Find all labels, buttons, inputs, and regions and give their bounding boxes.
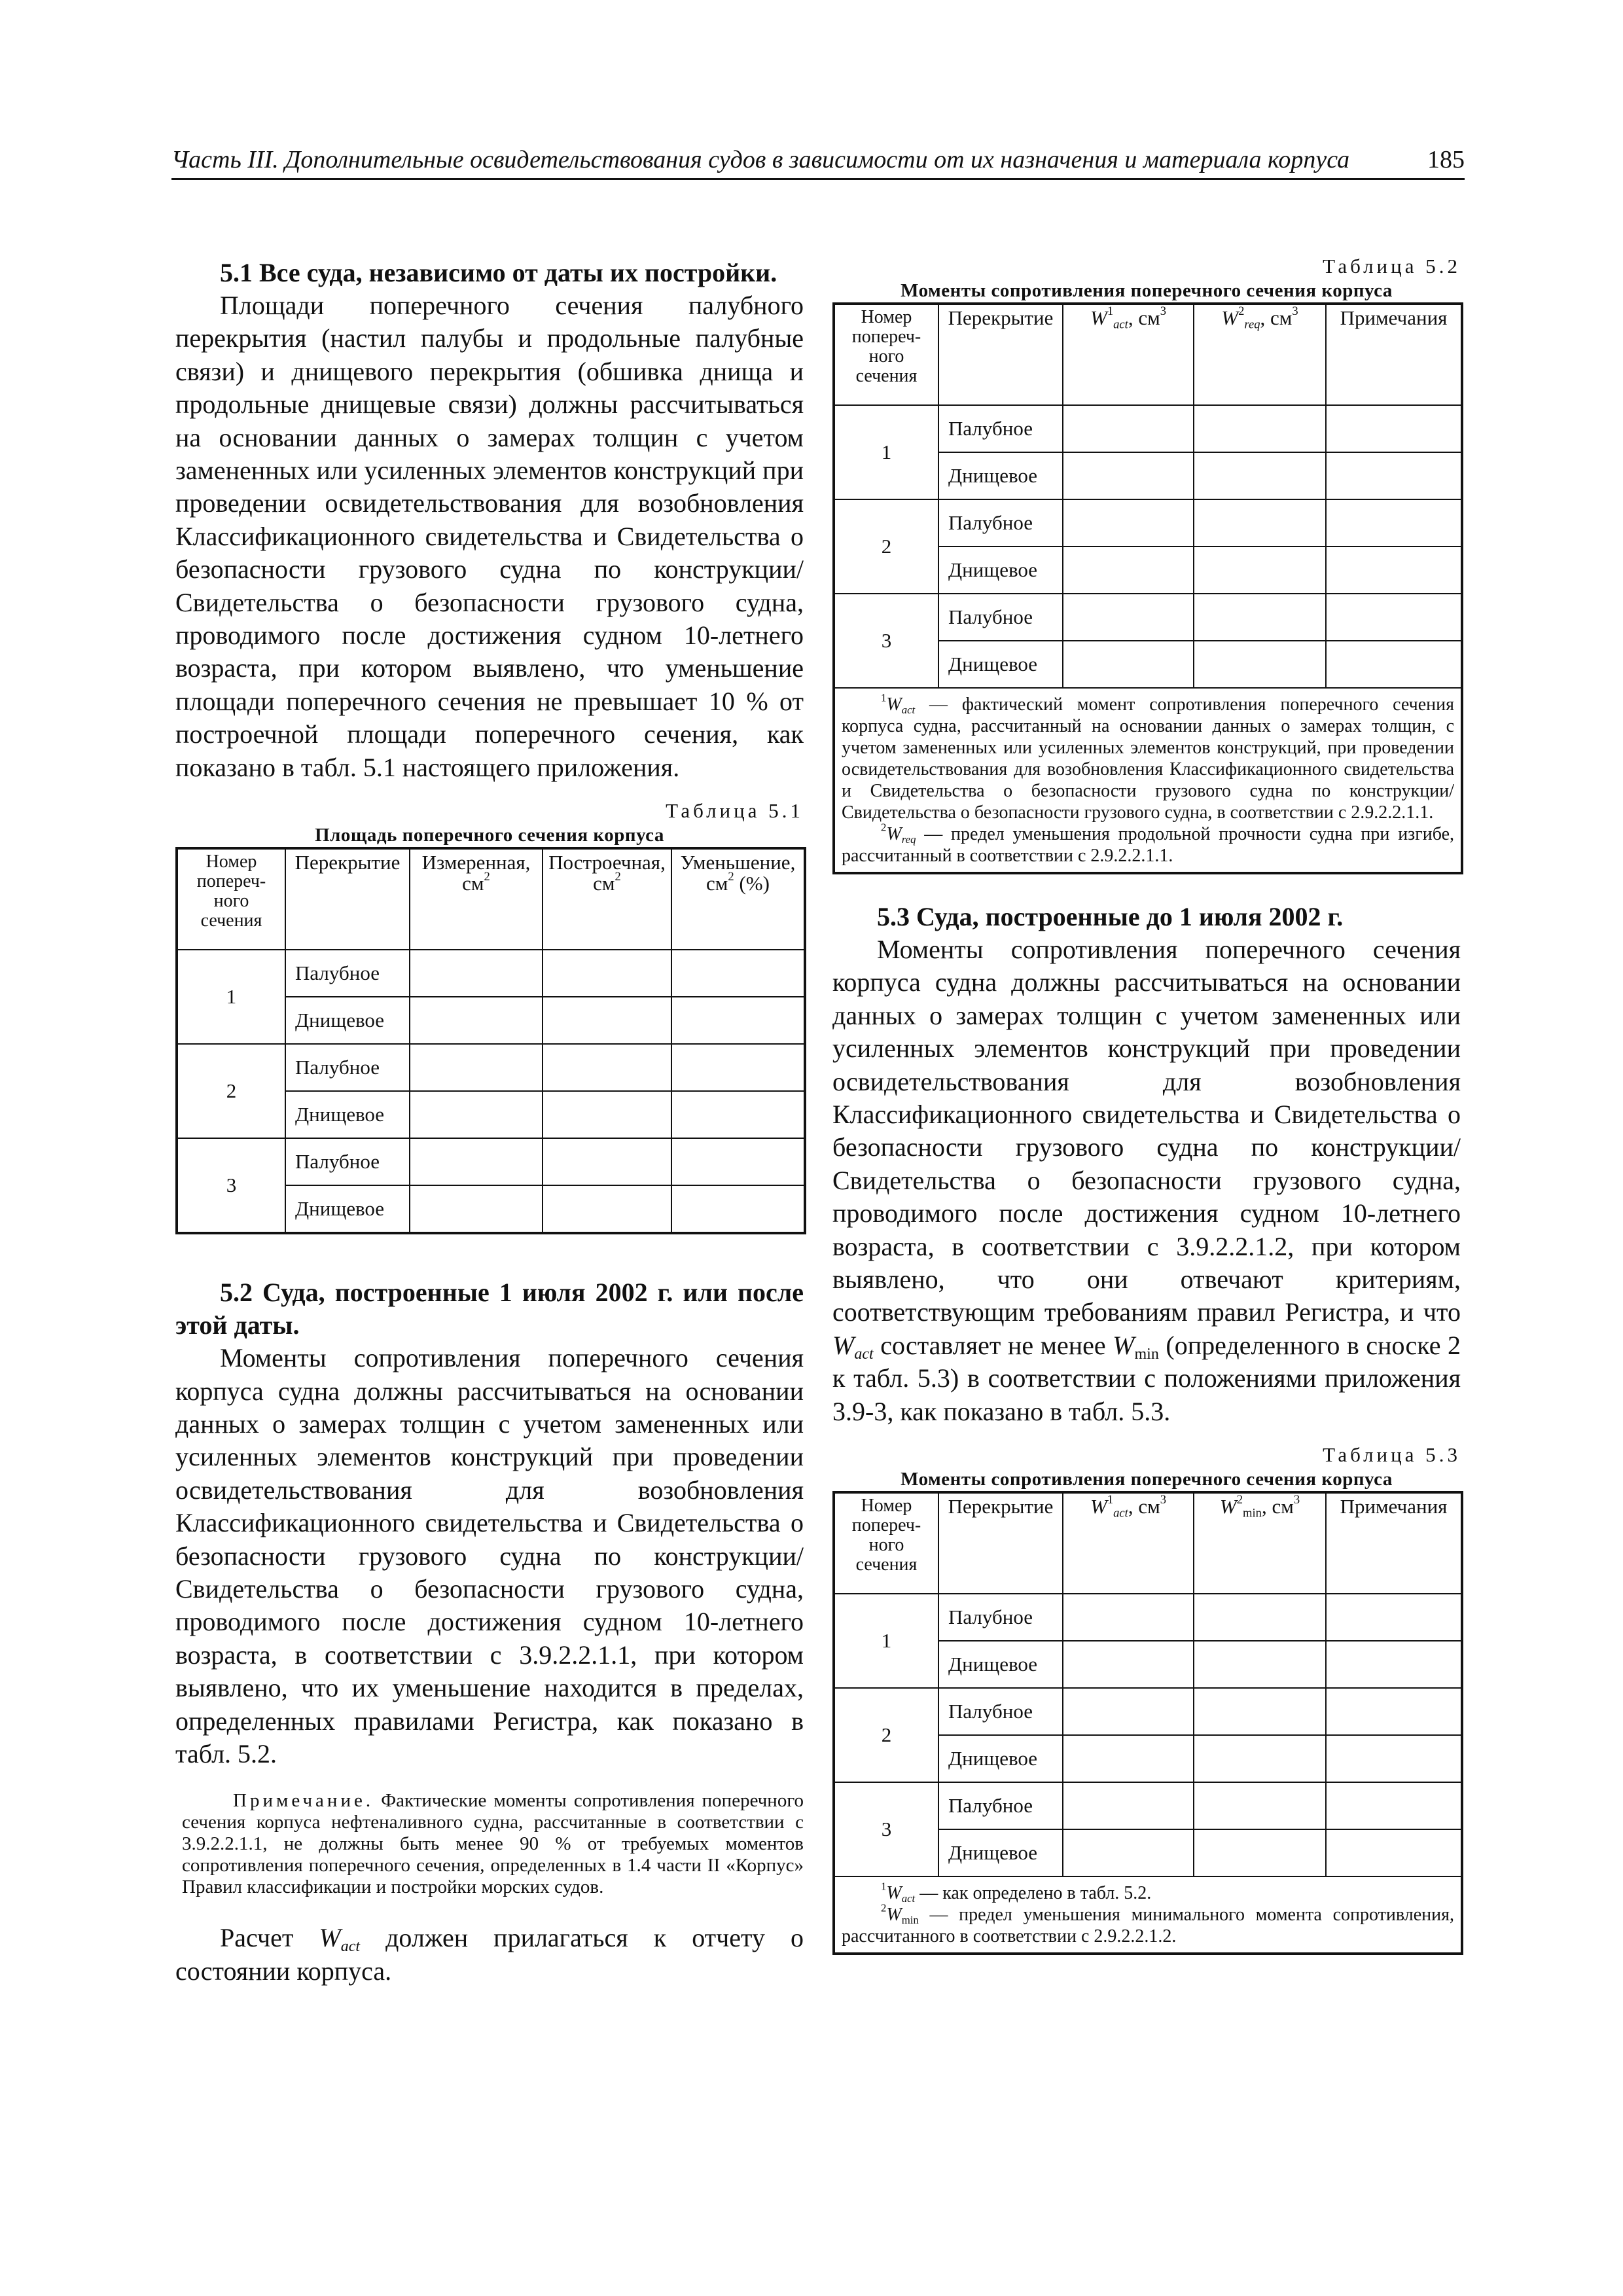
header-remarks: Примечания bbox=[1326, 304, 1462, 405]
deck-label: Палубное bbox=[938, 1688, 1063, 1735]
empty-cell bbox=[410, 1138, 543, 1185]
empty-cell bbox=[1063, 1782, 1194, 1829]
running-header bbox=[171, 145, 1465, 180]
empty-cell bbox=[1063, 499, 1194, 547]
table-row bbox=[834, 1594, 1462, 1641]
empty-cell bbox=[671, 1138, 805, 1185]
footnote-1: $^1W_{act}$ — как определено в табл. 5.2. bbox=[881, 1880, 1152, 1905]
deck-label: Палубное bbox=[938, 405, 1063, 452]
table-5-1 bbox=[175, 847, 806, 1234]
header-as-built: Построечная, $см^2$ bbox=[543, 848, 671, 950]
table-row bbox=[834, 594, 1462, 641]
table-5-3 bbox=[832, 1491, 1463, 1955]
empty-cell bbox=[1194, 1688, 1326, 1735]
empty-cell bbox=[1326, 1594, 1462, 1641]
section-number: 2 bbox=[834, 1688, 938, 1782]
empty-cell bbox=[1194, 594, 1326, 641]
empty-cell bbox=[410, 997, 543, 1044]
empty-cell bbox=[410, 1044, 543, 1091]
table-5-3-title: Моменты сопротивления поперечного сечения корпуса bbox=[901, 1469, 1393, 1490]
bottom-label: Днищевое bbox=[938, 1641, 1063, 1688]
empty-cell bbox=[1063, 1829, 1194, 1876]
section-number: 2 bbox=[177, 1044, 285, 1138]
empty-cell bbox=[1194, 1735, 1326, 1782]
table-5-1-title: Площадь поперечного сечения корпуса bbox=[315, 825, 664, 846]
empty-cell bbox=[543, 950, 671, 997]
section-number: 3 bbox=[177, 1138, 285, 1233]
empty-cell bbox=[1063, 452, 1194, 499]
empty-cell bbox=[1326, 594, 1462, 641]
section-number: 1 bbox=[834, 1594, 938, 1688]
header-title: Часть III. Дополнительные освидетельствования судов в зависимости от их назначения и материала корпуса bbox=[171, 146, 1350, 173]
bottom-label: Днищевое bbox=[285, 1091, 410, 1138]
empty-cell bbox=[671, 950, 805, 997]
empty-cell bbox=[671, 1091, 805, 1138]
table-5-3-caption: Таблица 5.3 bbox=[1323, 1443, 1461, 1467]
bottom-label: Днищевое bbox=[938, 641, 1063, 688]
header-structure: Перекрытие bbox=[938, 304, 1063, 405]
header-structure: Перекрытие bbox=[938, 1492, 1063, 1594]
empty-cell bbox=[1063, 594, 1194, 641]
empty-cell bbox=[1063, 405, 1194, 452]
empty-cell bbox=[1326, 1782, 1462, 1829]
empty-cell bbox=[671, 1185, 805, 1233]
bottom-label: Днищевое bbox=[285, 1185, 410, 1233]
header-w-min: $W^2_{min}$, $см^3$ bbox=[1194, 1492, 1326, 1594]
bottom-label: Днищевое bbox=[938, 1829, 1063, 1876]
deck-label: Палубное bbox=[938, 594, 1063, 641]
bottom-label: Днищевое bbox=[938, 452, 1063, 499]
empty-cell bbox=[1326, 405, 1462, 452]
section-number: 1 bbox=[177, 950, 285, 1044]
table-5-2-title: Моменты сопротивления поперечного сечения корпуса bbox=[901, 280, 1393, 301]
empty-cell bbox=[1063, 1641, 1194, 1688]
empty-cell bbox=[1194, 499, 1326, 547]
empty-cell bbox=[543, 1091, 671, 1138]
table-row bbox=[834, 405, 1462, 452]
header-structure: Перекрытие bbox=[285, 848, 410, 950]
empty-cell bbox=[1063, 1594, 1194, 1641]
header-w-act: $W^1_{act}$, $см^3$ bbox=[1063, 1492, 1194, 1594]
empty-cell bbox=[543, 997, 671, 1044]
empty-cell bbox=[410, 1091, 543, 1138]
empty-cell bbox=[1194, 1782, 1326, 1829]
table-row bbox=[177, 950, 805, 997]
empty-cell bbox=[1194, 405, 1326, 452]
empty-cell bbox=[1326, 452, 1462, 499]
footnote-2: $^2W_{req}$ — предел уменьшения продольной прочности судна при изгибе, рассчитанный в соответствии с 2.9.2.2.1.1. bbox=[842, 821, 1455, 866]
section-5-2-text: Моменты сопротивления поперечного сечения корпуса судна должны рассчитываться на основании данных о замерах толщин с учетом замененных или усиленных элементов конструкций при проведении освидетельствования для возобновления Классификационного свидетельства и Свидетельства о безопасности грузового судна по конструкции/ Свидетельства о безопасности грузового судна, проводимого после достижения судном 10-летнего возраста, в соответствии с 3.9.2.2.1.1, при котором выявлено, что их уменьшение находится в пределах, определенных правилами Регистра, как показано в табл. 5.2. bbox=[175, 1343, 804, 1768]
empty-cell bbox=[1326, 1641, 1462, 1688]
empty-cell bbox=[1194, 1829, 1326, 1876]
section-5-2-note bbox=[175, 1790, 804, 1898]
table-5-3-footnotes bbox=[834, 1876, 1462, 1954]
left-column bbox=[175, 257, 804, 1988]
deck-label: Палубное bbox=[285, 1138, 410, 1185]
table-row bbox=[177, 1044, 805, 1091]
empty-cell bbox=[410, 950, 543, 997]
table-header-row bbox=[177, 848, 805, 950]
section-number: 3 bbox=[834, 1782, 938, 1876]
empty-cell bbox=[1326, 1735, 1462, 1782]
table-footnotes-row bbox=[834, 688, 1462, 873]
empty-cell bbox=[1194, 641, 1326, 688]
empty-cell bbox=[1326, 1688, 1462, 1735]
deck-label: Палубное bbox=[938, 499, 1063, 547]
table-header-row bbox=[834, 304, 1462, 405]
empty-cell bbox=[543, 1185, 671, 1233]
empty-cell bbox=[1063, 641, 1194, 688]
deck-label: Палубное bbox=[938, 1594, 1063, 1641]
header-remarks: Примечания bbox=[1326, 1492, 1462, 1594]
page-number: 185 bbox=[1427, 146, 1465, 173]
empty-cell bbox=[1326, 499, 1462, 547]
right-column bbox=[832, 254, 1461, 1955]
bottom-label: Днищевое bbox=[938, 1735, 1063, 1782]
table-footnotes-row bbox=[834, 1876, 1462, 1954]
header-reduction: Уменьшение, $см^2$ (%) bbox=[671, 848, 805, 950]
section-number: 1 bbox=[834, 405, 938, 499]
section-5-3-text: Моменты сопротивления поперечного сечения корпуса судна должны рассчитываться на основании данных о замерах толщин с учетом замененных или усиленных элементов конструкций при проведении освидетельствования для возобновления Классификационного свидетельства и Свидетельства о безопасности грузового судна по конструкции/ Свидетельства о безопасности грузового судна, проводимого после достижения судном 10-летнего возраста, в соответствии с 3.9.2.2.1.2, при котором выявлено, что они отвечают критериям, соответствующим требованиям правил Регистра, и что $W_{act}$ составляет не менее $W_{min}$ (определенного в сноске 2 к табл. 5.3) в соответствии с положениями приложения 3.9-3, как показано в табл. 5.3. bbox=[832, 935, 1461, 1426]
empty-cell bbox=[1194, 1594, 1326, 1641]
empty-cell bbox=[1326, 641, 1462, 688]
empty-cell bbox=[1194, 547, 1326, 594]
section-5-2-heading: 5.2 Суда, построенные 1 июля 2002 г. или после этой даты. bbox=[175, 1278, 804, 1340]
section-number: 3 bbox=[834, 594, 938, 688]
section-5-1-heading: 5.1 Все суда, независимо от даты их постройки. bbox=[220, 258, 777, 287]
empty-cell bbox=[1063, 1688, 1194, 1735]
table-5-1-caption: Таблица 5.1 bbox=[666, 799, 804, 823]
empty-cell bbox=[1063, 547, 1194, 594]
deck-label: Палубное bbox=[938, 1782, 1063, 1829]
empty-cell bbox=[1194, 1641, 1326, 1688]
section-5-3-heading: 5.3 Суда, построенные до 1 июля 2002 г. bbox=[877, 902, 1344, 931]
section-5-1-text: Площади поперечного сечения палубного перекрытия (настил палубы и продольные палубные связи) и днищевого перекрытия (обшивка днища и продольные днищевые связи) должны рассчитываться на основании данных о замерах толщин с учетом замененных или усиленных элементов конструкций при проведении освидетельствования для возобновления Классификационного свидетельства и Свидетельства о безопасности грузового судна по конструкции/Свидетельства о безопасности грузового судна, проводимого после достижения судном 10-летнего возраста, при котором выявлено, что уменьшение площади поперечного сечения не превышает 10 % от построечной площади поперечного сечения, как показано в табл. 5.1 настоящего приложения. bbox=[175, 291, 804, 782]
deck-label: Палубное bbox=[285, 1044, 410, 1091]
section-number: 2 bbox=[834, 499, 938, 594]
table-row bbox=[177, 1138, 805, 1185]
empty-cell bbox=[1326, 1829, 1462, 1876]
bottom-label: Днищевое bbox=[285, 997, 410, 1044]
empty-cell bbox=[543, 1138, 671, 1185]
empty-cell bbox=[671, 997, 805, 1044]
header-section-number: Номер попереч-ного сечения bbox=[834, 304, 938, 405]
bottom-label: Днищевое bbox=[938, 547, 1063, 594]
table-header-row bbox=[834, 1492, 1462, 1594]
header-section-number: Номер попереч-ного сечения bbox=[834, 1492, 938, 1594]
table-row bbox=[834, 1782, 1462, 1829]
footnote-2: $^2W_{min}$ — предел уменьшения минимального момента сопротивления, рассчитанного в соответствии с 2.9.2.2.1.2. bbox=[842, 1901, 1454, 1947]
empty-cell bbox=[1194, 452, 1326, 499]
header-w-req: $W^2_{req}$, $см^3$ bbox=[1194, 304, 1326, 405]
header-measured: Измеренная, $см^2$ bbox=[410, 848, 543, 950]
deck-label: Палубное bbox=[285, 950, 410, 997]
table-5-2-footnotes bbox=[834, 688, 1462, 873]
section-5-2-final: Расчет $W_{act}$ должен прилагаться к отчету о состоянии корпуса. bbox=[175, 1923, 804, 1986]
empty-cell bbox=[410, 1185, 543, 1233]
empty-cell bbox=[1063, 1735, 1194, 1782]
empty-cell bbox=[1326, 547, 1462, 594]
note-lead: Примечание. bbox=[233, 1790, 374, 1812]
empty-cell bbox=[671, 1044, 805, 1091]
table-5-2 bbox=[832, 302, 1463, 874]
table-row bbox=[834, 1688, 1462, 1735]
header-w-act: $W^1_{act}$, $см^3$ bbox=[1063, 304, 1194, 405]
empty-cell bbox=[543, 1044, 671, 1091]
table-5-2-caption: Таблица 5.2 bbox=[1323, 255, 1461, 278]
header-section-number: Номер попереч-ного сечения bbox=[177, 848, 285, 950]
note-text: Фактические моменты сопротивления поперечного сечения корпуса нефтеналивного судна, рассчитанные в соответствии с 3.9.2.2.1.1, не должны быть менее 90 % от требуемых моментов сопротивления поперечного сечения, определенных в 1.4 части II «Корпус» Правил классификации и постройки морских судов. bbox=[182, 1790, 804, 1898]
table-row bbox=[834, 499, 1462, 547]
footnote-1: $^1W_{act}$ — фактический момент сопротивления поперечного сечения корпуса судна, рассчитанный на основании данных о замерах толщин, с учетом замененных или усиленных элементов конструкций, при проведении освидетельствования для возобновления Классификационного свидетельства и Свидетельства о безопасности грузового судна по конструкции/ Свидетельства о безопасности грузового судна, в соответствии с 2.9.2.2.1.1. bbox=[842, 691, 1454, 823]
